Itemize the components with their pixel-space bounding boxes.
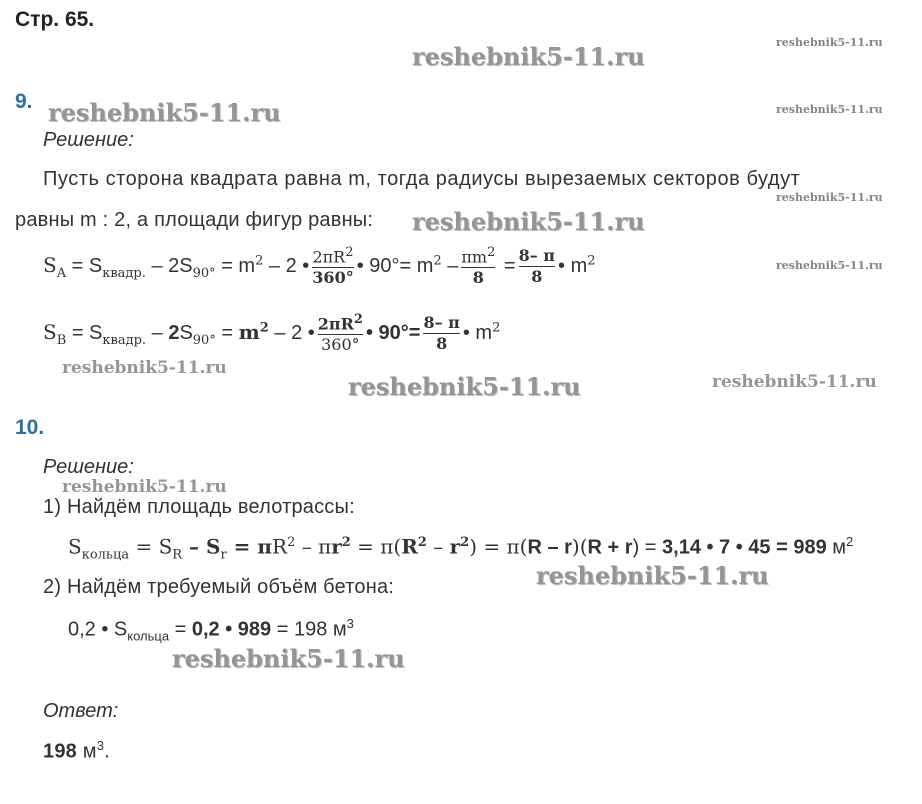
step-line: 2) Найдём требуемый объём бетона: (43, 576, 395, 598)
watermark: reshebnik5-11.ru (536, 561, 769, 590)
step-line: 1) Найдём площадь велотрассы: (43, 496, 355, 518)
page-title: Стр. 65. (15, 8, 95, 31)
formula-s-a: $S_A = S_{квадр.} - 2S_{90^\circ} = m^2 - 2$ • $\frac{2\pi R^2}{360^\circ}$ • $90^\circ= m^2$ – $\frac{\pi m^2}{8}$ = $\frac{8- \pi}{8}$ • $m^2$ (43, 245, 596, 287)
watermark: reshebnik5-11.ru (62, 358, 227, 378)
watermark: reshebnik5-11.ru (776, 191, 883, 204)
watermark: reshebnik5-11.ru (412, 207, 645, 236)
answer-value: 198 $м^3$. (43, 738, 110, 763)
formula-volume: 0,2 • $S_{кольца} = 0,2$ • 989 = 198 $м^3$ (68, 616, 354, 644)
task-number: 9. (15, 90, 33, 113)
solution-label: Решение: (43, 456, 134, 478)
paragraph-line: равны m : 2, а площади фигур равны: (15, 209, 374, 231)
watermark: reshebnik5-11.ru (776, 103, 883, 116)
task-number: 10. (15, 416, 45, 439)
paragraph-line: Пусть сторона квадрата равна m, тогда радиусы вырезаемых секторов будут (43, 168, 801, 190)
formula-s-b: $S_B = S_{квадр.} - 2S_{90^\circ} = m^2 - 2$ • $\frac{2\pi R^2}{360^\circ}$ • 90°= $\frac{8- \pi}{8}$ • $m^2$ (43, 312, 501, 354)
watermark: reshebnik5-11.ru (62, 477, 227, 497)
watermark: reshebnik5-11.ru (776, 36, 883, 49)
watermark: reshebnik5-11.ru (712, 372, 877, 392)
watermark: reshebnik5-11.ru (776, 259, 883, 272)
watermark: reshebnik5-11.ru (48, 98, 281, 127)
formula-ring-area: $S_{кольца} = S_R - S_r = \pi R^2 - \pi r^2 = \pi(R^2 - r^2) = \pi(R - r)(R + r) = 3,14$ • 7 • 45 = 989 $м^2$ (68, 534, 854, 563)
watermark: reshebnik5-11.ru (412, 42, 645, 71)
solution-label: Решение: (43, 129, 134, 151)
watermark: reshebnik5-11.ru (172, 644, 405, 673)
watermark: reshebnik5-11.ru (348, 372, 581, 401)
answer-label: Ответ: (43, 700, 119, 722)
